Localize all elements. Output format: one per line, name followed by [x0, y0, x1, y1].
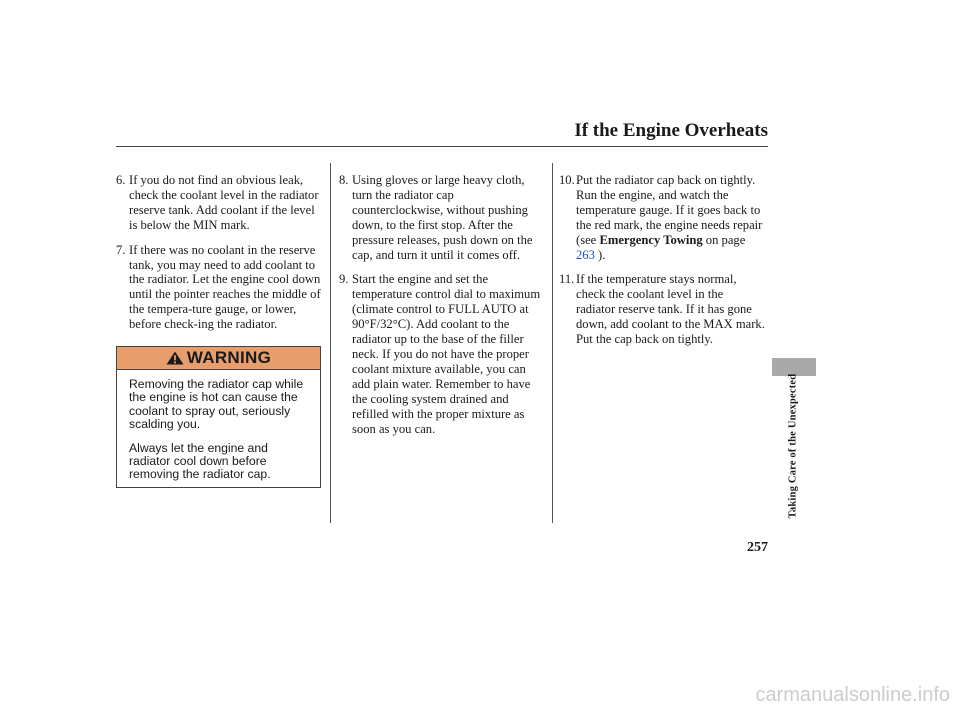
header-rule [116, 146, 768, 147]
warning-triangle-icon [166, 351, 184, 365]
column-2 [339, 173, 544, 446]
step-text-end: ). [594, 247, 606, 262]
step-10 [559, 173, 765, 262]
step-9 [339, 272, 544, 436]
warning-body [117, 370, 320, 482]
step-number: 6. [116, 173, 126, 187]
step-7 [116, 243, 322, 332]
step-number: 11. [559, 272, 575, 287]
watermark: carmanualsonline.info [755, 684, 950, 706]
step-text: Start the engine and set the temperature control dial to maximum (climate control to FULL AUTO at 90°F/32°C). Add coolant to the radiator up to the base of the filler neck. If you do not have the proper coolant mixture available, you can add plain water. Remember to have the cooling system drained and refilled with the proper mixture as soon as you can. [352, 272, 541, 436]
column-divider-1 [330, 163, 331, 523]
page-number: 257 [747, 540, 768, 555]
column-3 [559, 173, 765, 357]
emergency-towing-reference[interactable]: Emergency Towing [599, 232, 703, 247]
step-number: 10. [559, 173, 575, 187]
step-number: 8. [339, 173, 349, 187]
page-title: If the Engine Overheats [574, 120, 768, 141]
step-text-mid: on page [702, 232, 746, 247]
step-8 [339, 173, 544, 262]
step-11 [559, 272, 765, 347]
column-divider-2 [552, 163, 553, 523]
step-text: Put the radiator cap back on tightly. Run the engine, and watch the temperature gauge. If it goes back to the red mark, the engine needs repair (see [576, 173, 763, 247]
column-1 [116, 173, 322, 342]
section-title: Taking Care of the Unexpected [787, 373, 799, 519]
warning-paragraph-1: Removing the radiator cap while the engine is hot can cause the coolant to spray out, seriously scalding you. [129, 377, 304, 432]
step-number: 9. [339, 272, 349, 287]
step-text: If you do not find an obvious leak, check the coolant level in the radiator reserve tank. Add coolant if the level is below the MIN mark. [129, 173, 319, 232]
step-text: Using gloves or large heavy cloth, turn the radiator cap counterclockwise, without pushing down, to the first stop. After the pressure releases, push down on the cap, and turn it until it comes off. [352, 173, 533, 262]
warning-title: WARNING [186, 348, 272, 367]
warning-paragraph-2: Always let the engine and radiator cool down before removing the radiator cap. [129, 440, 271, 482]
warning-header [117, 347, 320, 370]
step-text: If the temperature stays normal, check the coolant level in the radiator reserve tank. If it has gone down, add coolant to the MAX mark. Put the cap back on tightly. [576, 272, 765, 347]
page-reference-link[interactable]: 263 [576, 247, 595, 262]
step-number: 7. [116, 242, 126, 257]
step-6 [116, 173, 322, 233]
warning-box [116, 346, 321, 488]
step-text: If there was no coolant in the reserve tank, you may need to add coolant to the radiator. Let the engine cool down until the pointer reaches the middle of the tempera-ture gauge, or lower, before check-ing the radiator. [129, 242, 321, 332]
